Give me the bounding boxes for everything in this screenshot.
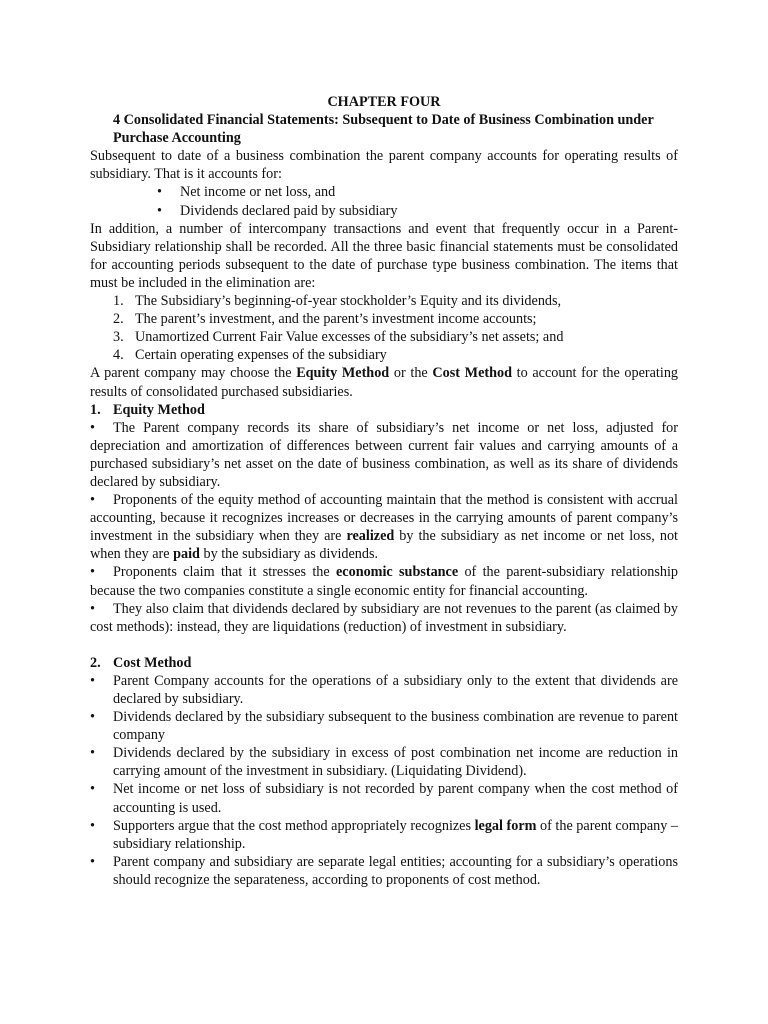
bullet-icon: •: [90, 419, 95, 436]
main-heading: 4 Consolidated Financial Statements: Subsequent to Date of Business Combination under Purchase Accounting: [113, 112, 654, 147]
list-item: • Dividends declared by the subsidiary in excess of post combination net income are reduction in carrying amount of the investment in subsidiary. (Liquidating Dividend).: [90, 744, 678, 780]
list-item: [90, 310, 678, 328]
list-number: 2.: [113, 311, 124, 328]
list-number: 1.: [113, 293, 124, 310]
list-item: • Parent Company accounts for the operations of a subsidiary only to the extent that dividends are declared by subsidiary.: [90, 672, 678, 708]
section-spacer: [90, 636, 678, 654]
elimination-list: [90, 292, 678, 364]
list-item: [90, 292, 678, 310]
cost-bullet-list: [90, 672, 678, 889]
equity-point-1: • The Parent company records its share of subsidiary’s net income or net loss, adjusted for depreciation and amortization of differences between current fair values and carrying amounts of a purchased subsidiary’s net asset on the date of business combination, as well as its share of dividends declared by subsidiary.: [90, 419, 678, 490]
equity-point-4: • They also claim that dividends declared by subsidiary are not revenues to the parent (as claimed by cost methods): instead, they are liquidations (reduction) of investment in subsidiary.: [90, 600, 678, 635]
list-item: • Dividends declared by the subsidiary subsequent to the business combination are revenue to parent company: [90, 708, 678, 744]
list-number: 4.: [113, 347, 124, 364]
list-item: • Net income or net loss, and: [90, 183, 678, 201]
bullet-icon: •: [90, 492, 95, 509]
cost-method-heading: 2. Cost Method: [90, 654, 192, 671]
list-item: • Dividends declared paid by subsidiary: [90, 202, 678, 220]
list-item: [90, 346, 678, 364]
equity-method-heading: 1. Equity Method: [90, 401, 205, 418]
document-page: [90, 93, 678, 889]
list-item: • Supporters argue that the cost method appropriately recognizes legal form of the parent company – subsidiary relationship.: [90, 817, 678, 853]
intro-paragraph: Subsequent to date of a business combination the parent company accounts for operating results of subsidiary. That is it accounts for:: [90, 148, 678, 183]
list-item: • Parent company and subsidiary are separate legal entities; accounting for a subsidiary’s operations should recognize the separateness, according to proponents of cost method.: [90, 853, 678, 889]
elimination-paragraph: In addition, a number of intercompany transactions and event that frequently occur in a Parent-Subsidiary relationship shall be recorded. All the three basic financial statements must be consolidated for accounting periods subsequent to the date of purchase type business combination. The items that must be included in the elimination are:: [90, 220, 678, 291]
equity-point-3: • Proponents claim that it stresses the economic substance of the parent-subsidiary relationship because the two companies constitute a single economic entity for financial accounting.: [90, 564, 678, 599]
intro-bullet-list: [90, 183, 678, 219]
list-text: The Subsidiary’s beginning-of-year stockholder’s Equity and its dividends,: [135, 293, 562, 310]
list-number: 3.: [113, 329, 124, 346]
equity-point-2: • Proponents of the equity method of accounting maintain that the method is consistent with accrual accounting, because it recognizes increases or decreases in the carrying amounts of parent company’s investment in the subsidiary when they are realized by the subsidiary as net income or net loss, not when they are paid by the subsidiary as dividends.: [90, 492, 678, 563]
list-item: • Net income or net loss of subsidiary is not recorded by parent company when the cost method of accounting is used.: [90, 780, 678, 816]
list-text: The parent’s investment, and the parent’s investment income accounts;: [135, 311, 537, 328]
list-item: [90, 328, 678, 346]
list-text: Unamortized Current Fair Value excesses of the subsidiary’s net assets; and: [135, 329, 564, 346]
chapter-title: CHAPTER FOUR: [327, 94, 441, 110]
list-text: Certain operating expenses of the subsidiary: [135, 347, 387, 364]
bullet-icon: •: [90, 600, 95, 617]
methods-paragraph: A parent company may choose the Equity Method or the Cost Method to account for the operating results of consolidated purchased subsidiaries.: [90, 365, 679, 400]
bullet-icon: •: [90, 564, 95, 581]
